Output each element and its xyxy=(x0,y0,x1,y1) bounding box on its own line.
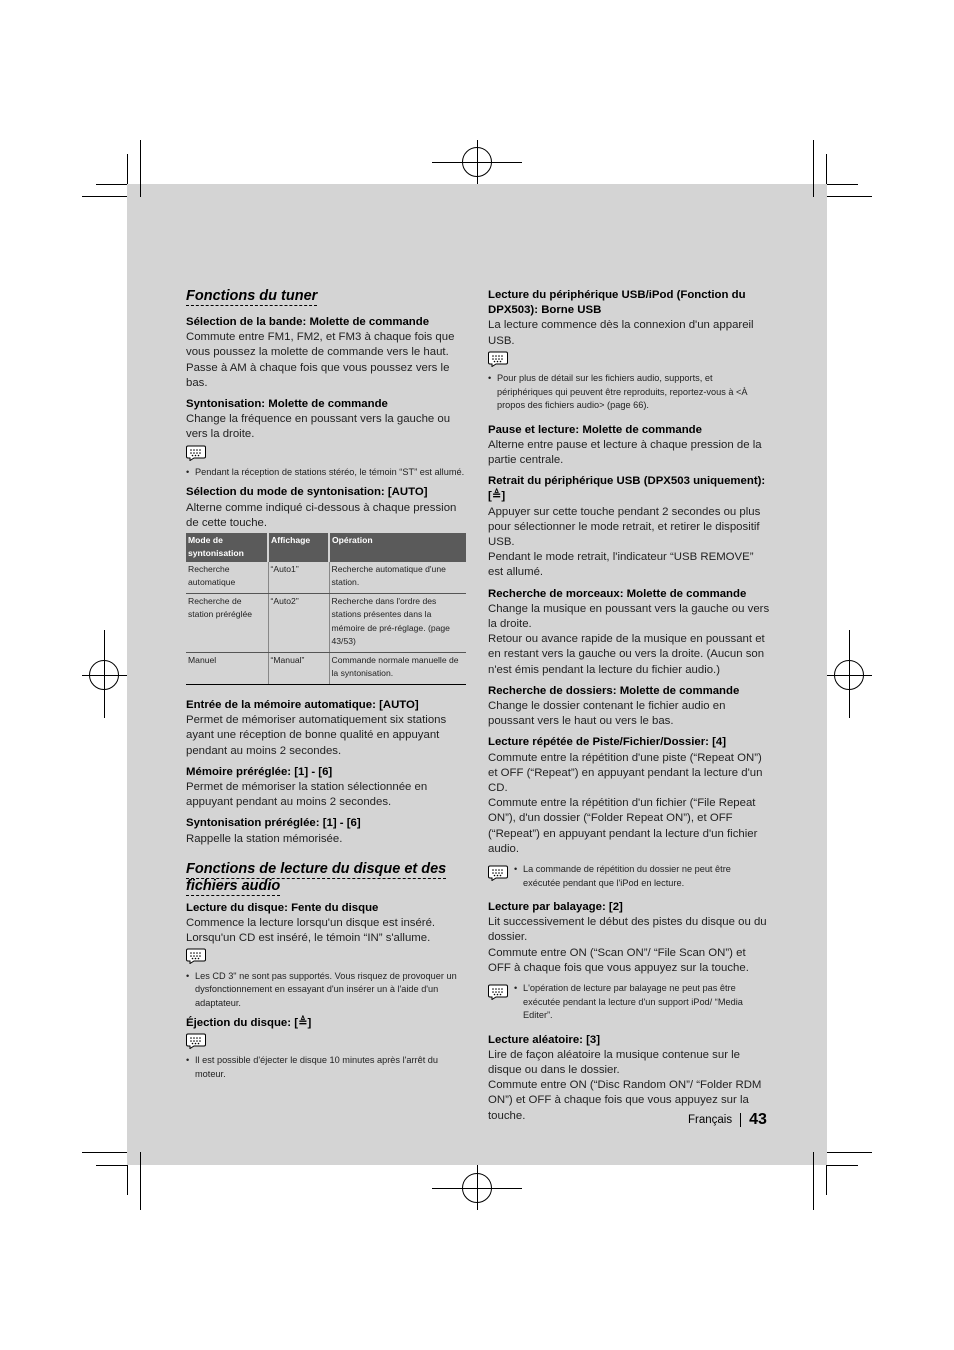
section-title-disc: Fonctions de lecture du disque et des fichiers audio xyxy=(186,860,447,894)
band-select: Sélection de la bande: Molette de commande Commute entre FM1, FM2, et FM3 à chaque fois que vous poussez la molette de commande vers le haut. Passe à AM à chaque fois que vous poussez vers le bas. xyxy=(186,316,455,389)
note-icon xyxy=(488,865,508,881)
table-cell: Recherche de station préréglée xyxy=(186,593,268,652)
eject-icon: [≜] xyxy=(294,1017,312,1030)
note-text: • Il est possible d'éjecter le disque 10 minutes après l'arrêt du moteur. xyxy=(186,1054,468,1081)
tuning-mode: Sélection du mode de syntonisation: [AUTO] Alterne comme indiqué ci-dessous à chaque pression de cette touche. Mode de syntonisation Affichage Opération Recherche automatique “Auto1” Recherche automatique d'une station. Recherche de station préréglée “Auto2” Recherche dans l'ordre des stations présentes dans la mémoire de pré-réglage. (page 43/53) Manuel “Manual” Commande normale manuelle de la syntonisation. xyxy=(186,485,468,685)
note-icon xyxy=(186,1033,206,1049)
table-cell: Recherche dans l'ordre des stations présentes dans la mémoire de pré-réglage. (page 43/53) xyxy=(329,593,466,652)
repeat-play: Lecture répétée de Piste/Fichier/Dossier: [4] Commute entre la répétition d'une piste (“Repeat ON”) et OFF (“Repeat”) en appuyant pendant la lecture d'un CD. Commute entre la répétition d'un fichier (“File Repeat ON”), d'un dossier (“Folder Repeat ON”), et OFF (“Repeat”) en appuyant pendant la lecture d'un fichier audio. • La commande de répétition du dossier ne peut être exécutée pendant que l'iPod en lecture. xyxy=(488,735,770,890)
folder-search: Recherche de dossiers: Molette de commande Change le dossier contenant le fichier audio en poussant vers le haut ou vers le bas. xyxy=(488,684,740,728)
usb-play: Lecture du périphérique USB/iPod (Fonction du DPX503): Borne USB La lecture commence dès la connexion d'un appareil USB. • Pour plus de détail sur les fichiers audio, supports, et périphériques qui peuvent être reproduits, reportez-vous à <À propos des fichiers audio> (page 66). xyxy=(488,288,770,413)
left-column xyxy=(186,288,468,1081)
table-row xyxy=(186,652,466,684)
table-cell: “Auto1” xyxy=(268,562,329,594)
table-cell: Manuel xyxy=(186,652,268,684)
repeat-note xyxy=(488,863,770,890)
random-play: Lecture aléatoire: [3] Lire de façon aléatoire la musique contenue sur le disque ou dans le dossier. Commute entre ON (“Disc Random ON”/ “Folder RDM ON”) et OFF à chaque fois que vous appuyez sur la touche. xyxy=(488,1033,762,1122)
scan-note xyxy=(488,982,770,1023)
section-title-tuner: Fonctions du tuner xyxy=(186,288,318,304)
pause-play: Pause et lecture: Molette de commande Alterne entre pause et lecture à chaque pression de la partie centrale. xyxy=(488,423,762,466)
note-icon xyxy=(186,948,206,964)
table-cell: Commande normale manuelle de la syntonisation. xyxy=(329,652,466,684)
page-number: 43 xyxy=(749,1111,767,1128)
scan-play: Lecture par balayage: [2] Lit successivement le début des pistes du disque ou du dossier. Commute entre ON (“Scan ON”/ “File Scan ON”) et OFF à chaque fois que vous appuyez sur la touche. • L'opération de lecture par balayage ne peut pas être exécutée pendant la lecture d'un support iPod/ “Media Editer”. xyxy=(488,900,770,1023)
note-text: • Les CD 3" ne sont pas supportés. Vous risquez de provoquer un dysfonctionnement en essayant d'un insérer un à l'aide d'un adaptateur. xyxy=(186,970,468,1011)
tuning-mode-table xyxy=(186,533,466,685)
usb-remove: Retrait du périphérique USB (DPX503 uniquement): [≜] Appuyer sur cette touche pendant 2 secondes ou plus pour sélectionner le mode retrait, et retirer le dispositif USB. Pendant le mode retrait, l'indicateur “USB REMOVE” est allumé. xyxy=(488,475,766,579)
note-text: • Pendant la réception de stations stéréo, le témoin “ST” est allumé. xyxy=(186,466,468,480)
right-column xyxy=(488,288,770,1124)
table-row xyxy=(186,562,466,594)
table-cell: Recherche automatique d'une station. xyxy=(329,562,466,594)
eject-icon: [≜] xyxy=(488,490,506,503)
table-cell: “Auto2” xyxy=(268,593,329,652)
table-header-row xyxy=(186,533,466,562)
table-row xyxy=(186,593,466,652)
note-icon xyxy=(488,351,508,367)
table-cell: Recherche automatique xyxy=(186,562,268,594)
preset-memory: Mémoire préréglée: [1] - [6] Permet de mémoriser la station sélectionnée en appuyant pendant au moins 2 secondes. xyxy=(186,765,428,809)
table-header: Affichage xyxy=(268,533,329,562)
table-header: Opération xyxy=(329,533,466,562)
page-footer xyxy=(688,1110,767,1130)
footer-divider xyxy=(740,1113,741,1127)
preset-tuning: Syntonisation préréglée: [1] - [6] Rappelle la station mémorisée. xyxy=(186,817,361,845)
table-cell: “Manual” xyxy=(268,652,329,684)
note-text: • Pour plus de détail sur les fichiers audio, supports, et périphériques qui peuvent être reproduits, reportez-vous à <À propos des fichiers audio> (page 66). xyxy=(488,372,770,413)
auto-memory: Entrée de la mémoire automatique: [AUTO] Permet de mémoriser automatiquement six stations ayant une réception de bonne qualité en appuyant pendant au moins 2 secondes. xyxy=(186,698,447,757)
note-text: • L'opération de lecture par balayage ne peut pas être exécutée pendant la lecture d'un support iPod/ “Media Editer”. xyxy=(514,982,770,1023)
disc-eject: Éjection du disque: [≜] • Il est possible d'éjecter le disque 10 minutes après l'arrêt du moteur. xyxy=(186,1016,468,1081)
tuning: Syntonisation: Molette de commande Change la fréquence en poussant vers la gauche ou vers la droite. • Pendant la réception de stations stéréo, le témoin “ST” est allumé. xyxy=(186,397,468,479)
footer-language: Français xyxy=(688,1114,733,1126)
track-search: Recherche de morceaux: Molette de commande Change la musique en poussant vers la gauche ou vers la droite. Retour ou avance rapide de la musique en poussant et en restant vers la gauche ou vers la droite. (Aucun son n'est émis pendant la lecture du fichier audio.) xyxy=(488,587,770,676)
note-icon xyxy=(488,984,508,1000)
disc-play: Lecture du disque: Fente du disque Commence la lecture lorsqu'un disque est inséré. Lorsqu'un CD est inséré, le témoin “IN” s'allume. • Les CD 3" ne sont pas supportés. Vous risquez de provoquer un dysfonctionnement en essayant d'un insérer un à l'aide d'un adaptateur. xyxy=(186,901,468,1010)
note-text: • La commande de répétition du dossier ne peut être exécutée pendant que l'iPod en lecture. xyxy=(514,863,770,890)
note-icon xyxy=(186,445,206,461)
table-header: Mode de syntonisation xyxy=(186,533,268,562)
